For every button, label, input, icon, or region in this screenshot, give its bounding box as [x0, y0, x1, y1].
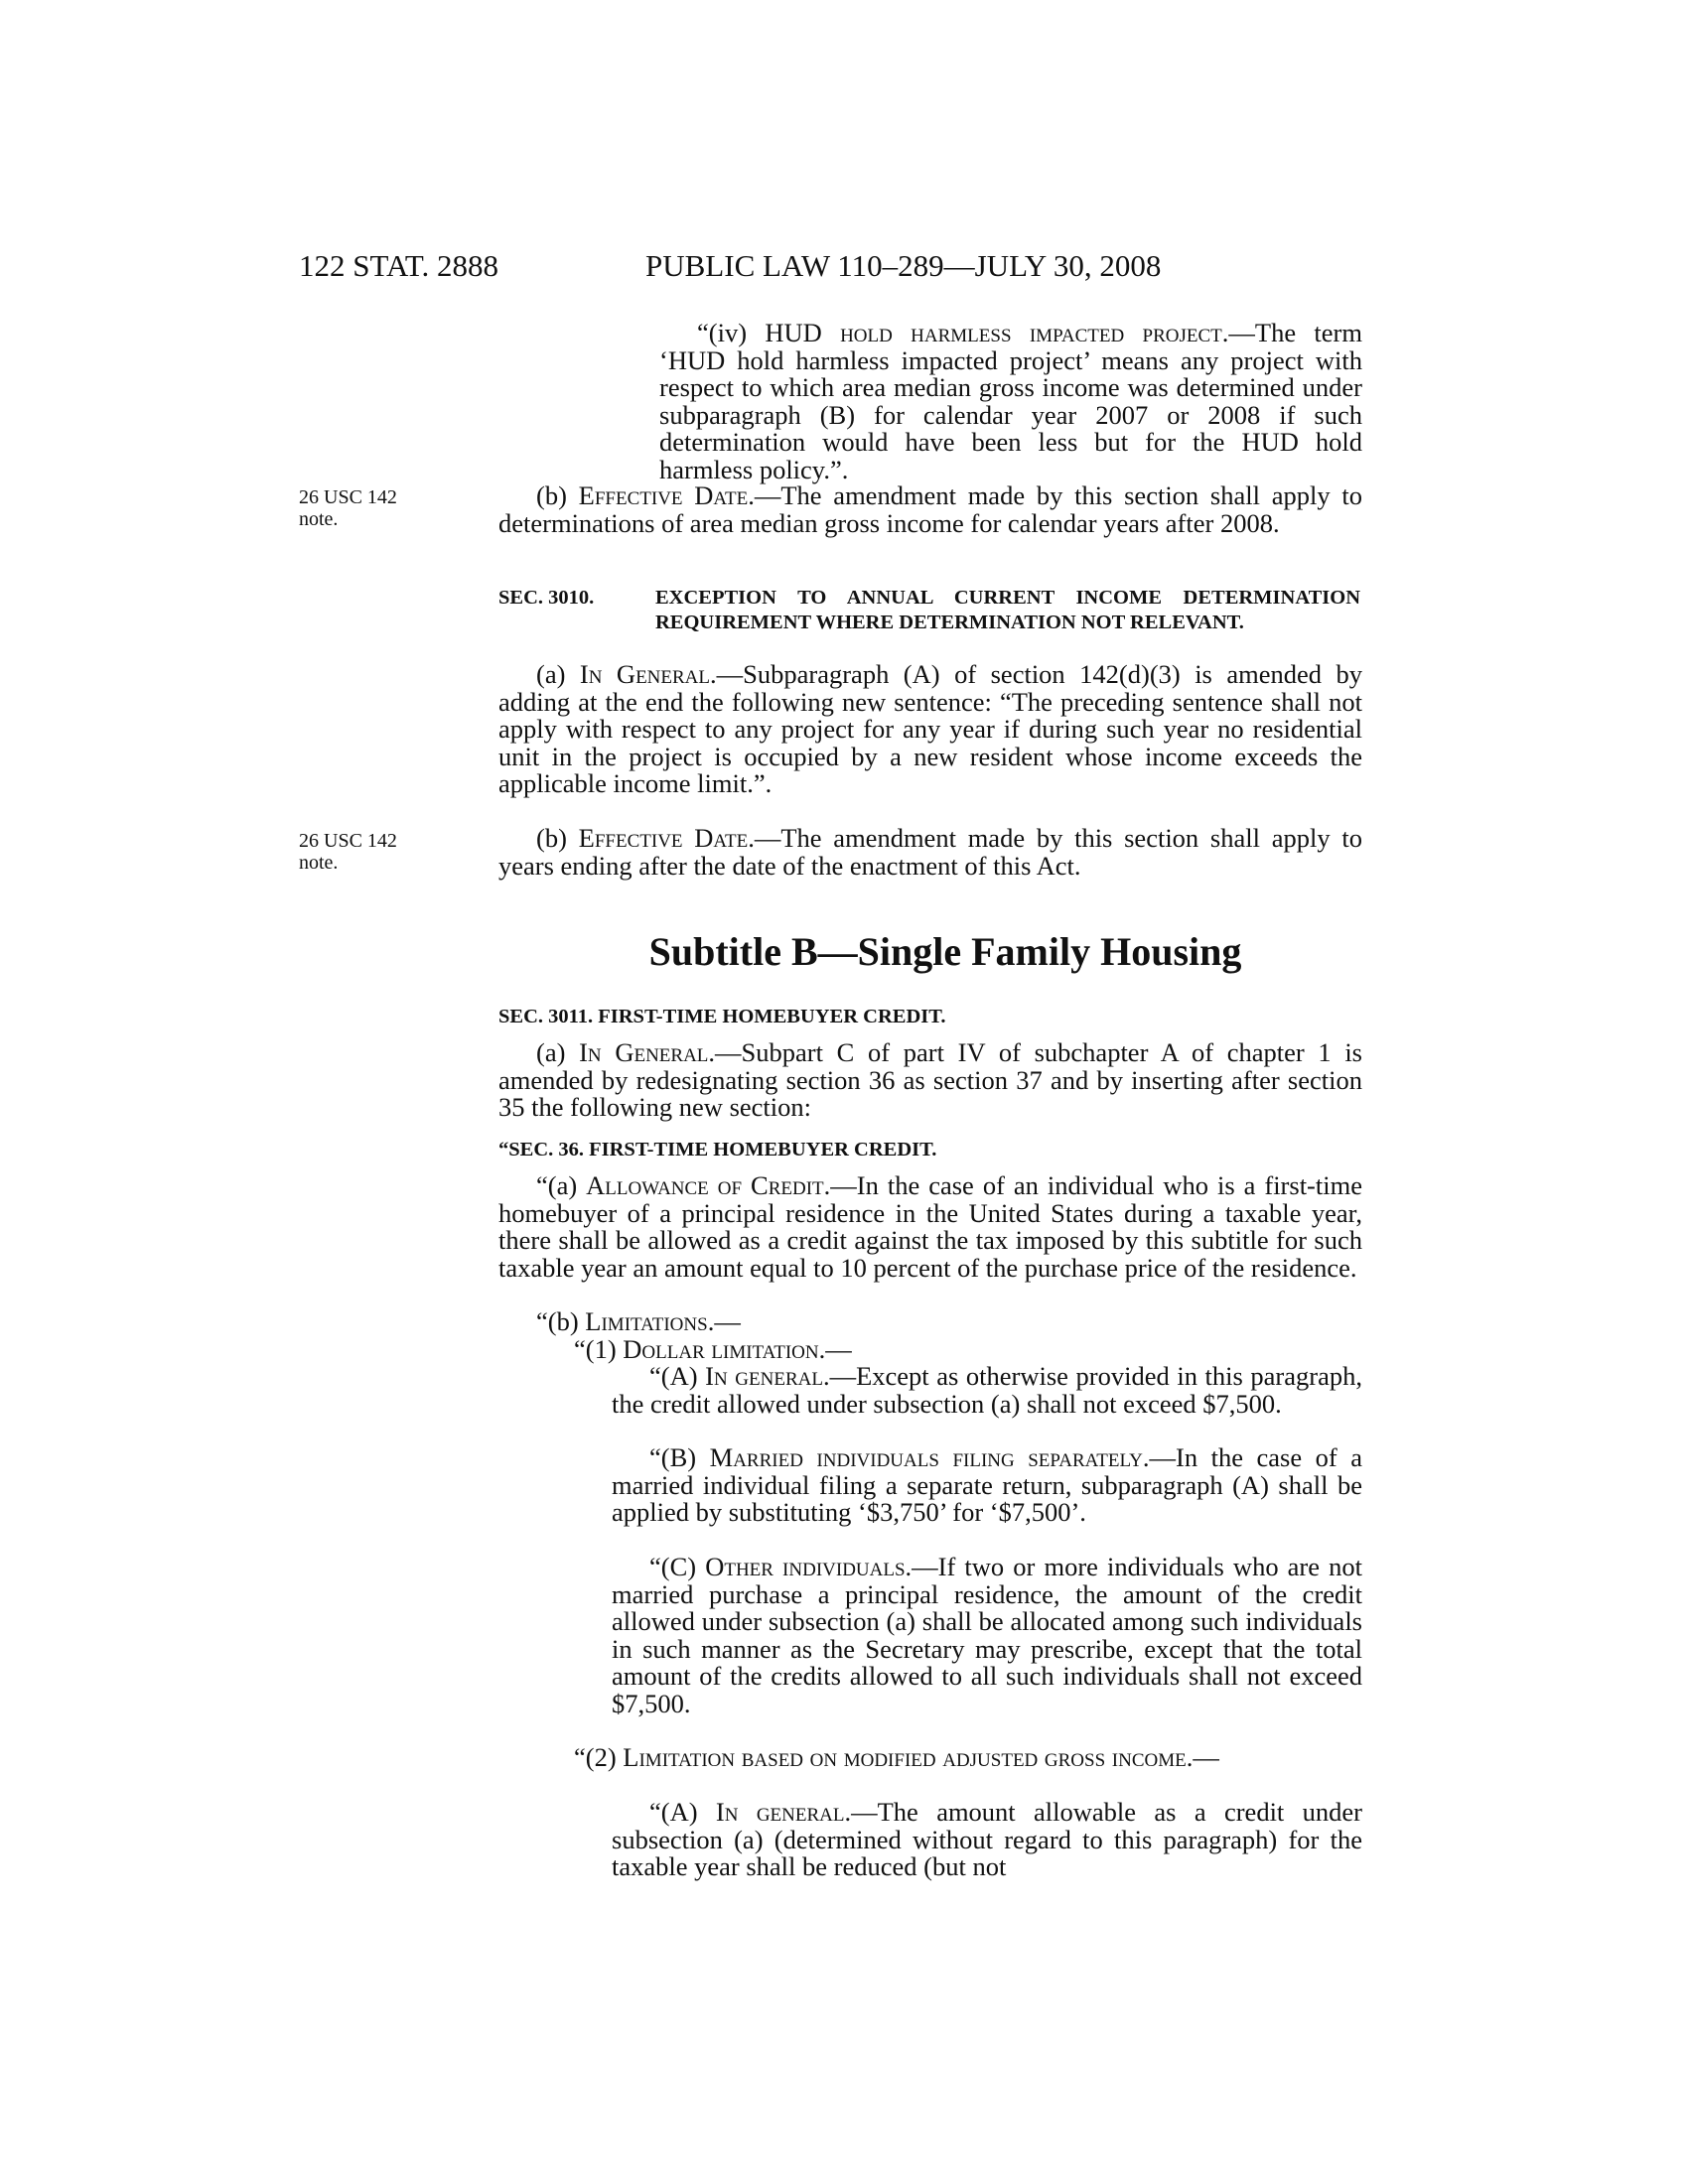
paragraph-3011-a-in-general: (a) In General.—Subpart C of part IV of subchapter A of chapter 1 is amended by redesignating section 36 as section 37 and by inserting after section 35 the following new section:	[498, 1037, 1362, 1122]
page-stat-citation: 122 STAT. 2888	[299, 248, 499, 283]
paragraph-36-a-allowance-of-credit: “(a) Allowance of Credit.—In the case of an individual who is a first-time homebuyer of a principal residence in the United States during a taxable year, there shall be allowed as a credit against the tax imposed by this subtitle for such taxable year an amount equal to 10 percent of the purchase price of the residence.	[498, 1170, 1362, 1283]
paragraph-b-effective-date: (b) Effective Date.—The amendment made by this section shall apply to determinations of area median gross income for calendar years after 2008.	[498, 480, 1362, 538]
paragraph-36-b-limitations: “(b) Limitations.—	[536, 1306, 741, 1336]
margin-note: 26 USC 142 note.	[299, 830, 397, 874]
page-running-header: PUBLIC LAW 110–289—JULY 30, 2008	[645, 248, 1162, 283]
section-3010-heading: SEC. 3010. EXCEPTION TO ANNUAL CURRENT INCOME DETERMINATION REQUIREMENT WHERE DETERMINATION NOT RELEVANT.	[498, 587, 1360, 633]
paragraph-3010-b-effective-date: (b) Effective Date.—The amendment made by this section shall apply to years ending after the date of the enactment of this Act.	[498, 823, 1362, 881]
paragraph-36-b-1-c-other-individuals: “(C) Other individuals.—If two or more individuals who are not married purchase a principal residence, the amount of the credit allowed under subsection (a) shall be allocated among such individuals in such manner as the Secretary may prescribe, except that the total amount of the credits allowed to all such individuals shall not exceed $7,500.	[612, 1552, 1362, 1718]
section-36-heading: “SEC. 36. FIRST-TIME HOMEBUYER CREDIT.	[498, 1139, 937, 1160]
paragraph-36-b-2-a-in-general: “(A) In general.—The amount allowable as a credit under subsection (a) (determined without regard to this paragraph) for the taxable year shall be reduced (but not	[612, 1797, 1362, 1881]
paragraph-36-b-2-agi-limitation: “(2) Limitation based on modified adjusted gross income.—	[574, 1742, 1219, 1772]
paragraph-3010-a-in-general: (a) In General.—Subparagraph (A) of section 142(d)(3) is amended by adding at the end the following new sentence: “The preceding sentence shall not apply with respect to any project for any year if during such year no residential unit in the project is occupied by a new resident whose income exceeds the applicable income limit.”.	[498, 659, 1362, 798]
paragraph-36-b-1-b-married-filing-separately: “(B) Married individuals filing separately.—In the case of a married individual filing a separate return, subparagraph (A) shall be applied by substituting ‘$3,750’ for ‘$7,500’.	[612, 1442, 1363, 1527]
paragraph-36-b-1-a-in-general: “(A) In general.—Except as otherwise provided in this paragraph, the credit allowed under subsection (a) shall not exceed $7,500.	[612, 1361, 1362, 1419]
subtitle-heading: Subtitle B—Single Family Housing	[648, 929, 1242, 974]
margin-note: 26 USC 142 note.	[299, 486, 397, 530]
paragraph-36-b-1-dollar-limitation: “(1) Dollar limitation.—	[574, 1334, 852, 1364]
paragraph-iv-hud-hold-harmless: “(iv) HUD hold harmless impacted project.—The term ‘HUD hold harmless impacted project’ means any project with respect to which area median gross income was determined under subparagraph (B) for calendar year 2007 or 2008 if such determination would have been less but for the HUD hold harmless policy.”.	[659, 318, 1362, 484]
section-3011-heading: SEC. 3011. FIRST-TIME HOMEBUYER CREDIT.	[498, 1006, 946, 1027]
